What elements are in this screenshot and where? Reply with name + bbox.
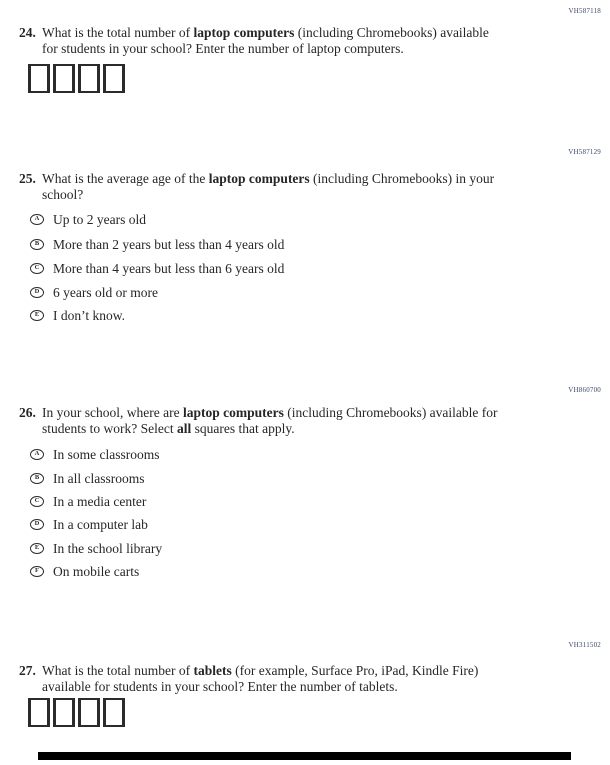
page-footer-bar — [38, 752, 571, 760]
text-part: What is the total number of — [42, 663, 194, 678]
digit-entry-box[interactable] — [53, 64, 75, 93]
item-code-25: VH587129 — [568, 148, 601, 156]
text-part: school? — [42, 187, 84, 202]
answer-bubble-icon[interactable] — [30, 263, 44, 274]
digit-entry-group-24 — [28, 64, 125, 93]
text-part: (including Chromebooks) in your — [309, 171, 495, 186]
bubble-letter: F — [35, 567, 39, 575]
option-row[interactable] — [30, 285, 158, 300]
text-part: available for students in your school? Enter the number of tablets. — [42, 679, 398, 694]
option-label: On mobile carts — [53, 564, 140, 579]
option-label: In some classrooms — [53, 447, 160, 462]
answer-bubble-icon[interactable] — [30, 214, 44, 225]
digit-entry-box[interactable] — [28, 698, 50, 727]
question-25 — [19, 171, 550, 203]
question-24 — [19, 25, 550, 57]
question-text — [42, 663, 550, 695]
text-part: What is the average age of the — [42, 171, 209, 186]
bubble-letter: C — [34, 497, 40, 505]
option-row[interactable] — [30, 517, 148, 532]
text-part-bold: tablets — [193, 663, 232, 678]
bubble-letter: D — [34, 288, 40, 296]
bubble-letter: A — [34, 215, 40, 223]
bubble-letter: A — [34, 450, 40, 458]
digit-entry-box[interactable] — [103, 698, 125, 727]
text-part: squares that apply. — [191, 421, 295, 436]
digit-entry-box[interactable] — [103, 64, 125, 93]
text-part: students to work? Select — [42, 421, 177, 436]
answer-bubble-icon[interactable] — [30, 566, 44, 577]
digit-entry-box[interactable] — [28, 64, 50, 93]
question-26 — [19, 405, 550, 437]
option-label: I don’t know. — [53, 308, 125, 323]
option-row[interactable] — [30, 494, 146, 509]
question-text — [42, 171, 550, 203]
question-number: 26. — [19, 405, 36, 420]
answer-bubble-icon[interactable] — [30, 473, 44, 484]
option-row[interactable] — [30, 447, 159, 462]
option-label: More than 2 years but less than 4 years old — [53, 237, 285, 252]
digit-entry-group-27 — [28, 698, 125, 727]
text-part-bold: laptop computers — [182, 405, 284, 420]
text-part: (including Chromebooks) available for — [283, 405, 498, 420]
answer-bubble-icon[interactable] — [30, 310, 44, 321]
answer-bubble-icon[interactable] — [30, 287, 44, 298]
bubble-letter: D — [34, 520, 40, 528]
answer-bubble-icon[interactable] — [30, 496, 44, 507]
digit-entry-box[interactable] — [78, 64, 100, 93]
text-part-bold: laptop computers — [193, 25, 295, 40]
text-part: (including Chromebooks) available — [294, 25, 489, 40]
digit-entry-box[interactable] — [53, 698, 75, 727]
option-row[interactable] — [30, 308, 125, 323]
option-label: In all classrooms — [53, 471, 145, 486]
question-text — [42, 25, 550, 57]
item-code-24: VH587118 — [568, 7, 601, 15]
option-label: In the school library — [53, 541, 163, 556]
option-row[interactable] — [30, 541, 162, 556]
item-code-26: VH860700 — [568, 386, 601, 394]
option-label: In a computer lab — [53, 517, 148, 532]
bubble-letter: E — [34, 544, 40, 552]
option-row[interactable] — [30, 212, 146, 227]
option-row[interactable] — [30, 261, 284, 276]
text-part-bold: all — [176, 421, 192, 436]
option-label: 6 years old or more — [53, 285, 158, 300]
item-code-27: VH311502 — [568, 641, 601, 649]
question-27 — [19, 663, 550, 695]
answer-bubble-icon[interactable] — [30, 519, 44, 530]
answer-bubble-icon[interactable] — [30, 239, 44, 250]
bubble-letter: B — [34, 240, 40, 248]
text-part: In your school, where are — [42, 405, 183, 420]
option-label: More than 4 years but less than 6 years old — [53, 261, 285, 276]
answer-bubble-icon[interactable] — [30, 449, 44, 460]
text-part-bold: laptop computers — [208, 171, 310, 186]
text-part: What is the total number of — [42, 25, 194, 40]
option-row[interactable] — [30, 237, 284, 252]
question-number: 24. — [19, 25, 36, 40]
question-text — [42, 405, 550, 437]
option-row[interactable] — [30, 471, 144, 486]
option-label: In a media center — [53, 494, 147, 509]
option-label: Up to 2 years old — [53, 212, 146, 227]
question-number: 27. — [19, 663, 36, 678]
text-part: (for example, Surface Pro, iPad, Kindle Fire) — [231, 663, 479, 678]
question-number: 25. — [19, 171, 36, 186]
bubble-letter: B — [34, 474, 40, 482]
answer-bubble-icon[interactable] — [30, 543, 44, 554]
bubble-letter: E — [34, 311, 40, 319]
text-part: for students in your school? Enter the number of laptop computers. — [42, 41, 404, 56]
option-row[interactable] — [30, 564, 139, 579]
bubble-letter: C — [34, 264, 40, 272]
digit-entry-box[interactable] — [78, 698, 100, 727]
